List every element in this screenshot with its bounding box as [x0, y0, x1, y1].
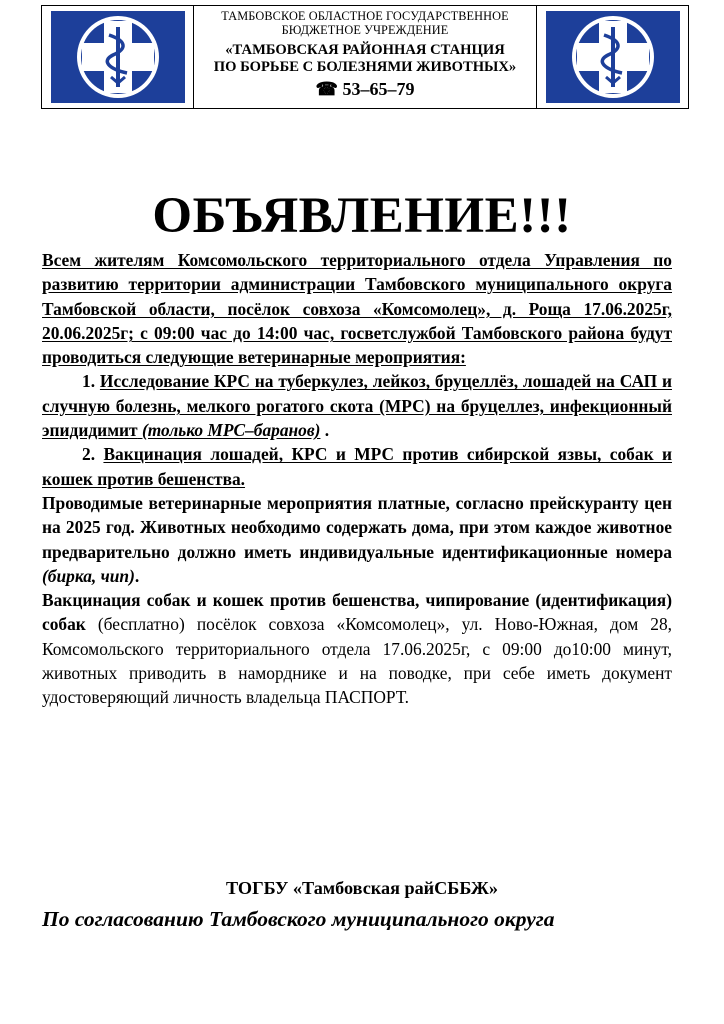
footer-agreement: По согласованию Тамбовского муниципального округа [42, 907, 555, 931]
list-item-end: . [320, 420, 330, 441]
letterhead [41, 5, 689, 109]
org-type-line-2: БЮДЖЕТНОЕ УЧРЕЖДЕНИЕ [281, 23, 449, 37]
letterhead-text [194, 6, 536, 108]
list-item-2 [42, 442, 672, 491]
telephone-icon: ☎ [315, 79, 338, 99]
list-item-1 [42, 369, 672, 442]
logo-left [42, 6, 194, 108]
phone-line [194, 78, 536, 100]
paid-note: (бирка, чип) [42, 565, 135, 586]
footer-organization: ТОГБУ «Тамбовская райСББЖ» [226, 878, 498, 898]
announcement-body [42, 248, 672, 710]
logo-right [536, 6, 688, 108]
paid-end: . [134, 565, 140, 586]
free-paragraph [42, 588, 672, 709]
paid-text: Проводимые ветеринарные мероприятия платные, согласно прейскуранту цен на 2025 год. Животных необходимо содержать дома, при этом каждое животное предварительно должно иметь индивидуальные идентификационные номера [42, 492, 672, 562]
free-bold-text: Вакцинация собак и кошек против бешенства, чипирование (идентификация) собак [42, 590, 672, 635]
phone-number: 53–65–79 [342, 79, 415, 99]
veterinary-cross-logo-icon [51, 11, 185, 103]
org-type-line-1: ТАМБОВСКОЕ ОБЛАСТНОЕ ГОСУДАРСТВЕННОЕ [221, 9, 509, 23]
list-item-text: Исследование КРС на туберкулез, лейкоз, бруцеллёз, лошадей на САП и случную болезнь, мелкого рогатого скота (МРС) на бруцеллез, инфекционный эпидидимит (только МРС–баранов) [42, 371, 672, 441]
org-name-line-2: ПО БОРЬБЕ С БОЛЕЗНЯМИ ЖИВОТНЫХ» [213, 59, 517, 75]
org-name-line-1: «ТАМБОВСКАЯ РАЙОННАЯ СТАНЦИЯ [225, 42, 505, 58]
veterinary-cross-logo-icon [546, 11, 680, 103]
list-item-number: 1. [82, 371, 96, 392]
list-item-text: Вакцинация лошадей, КРС и МРС против сибирской язвы, собак и кошек против бешенства. [42, 444, 672, 489]
list-item-note: (только МРС–баранов) [141, 420, 321, 441]
list-item-number: 2. [82, 444, 96, 465]
announcement-title: ОБЪЯВЛЕНИЕ!!! [152, 188, 572, 244]
paid-paragraph [42, 491, 672, 588]
free-text: (бесплатно) посёлок совхоза «Комсомолец», ул. Ново-Южная, дом 28, Комсомольского территориального отдела 17.06.2025г, с 09:00 до10:00 минут, животных приводить в наморднике и на поводке, при себе иметь документ удостоверяющий личность владельца ПАСПОРТ. [42, 614, 672, 708]
intro-paragraph: Всем жителям Комсомольского территориального отдела Управления по развитию территории администрации Тамбовского муниципального округа Тамбовской области, посёлок совхоза «Комсомолец», д. Роща 17.06.2025г, 20.06.2025г; с 09:00 час до 14:00 час, госветслужбой Тамбовского района будут проводиться следующие ветеринарные мероприятия: [42, 250, 672, 368]
